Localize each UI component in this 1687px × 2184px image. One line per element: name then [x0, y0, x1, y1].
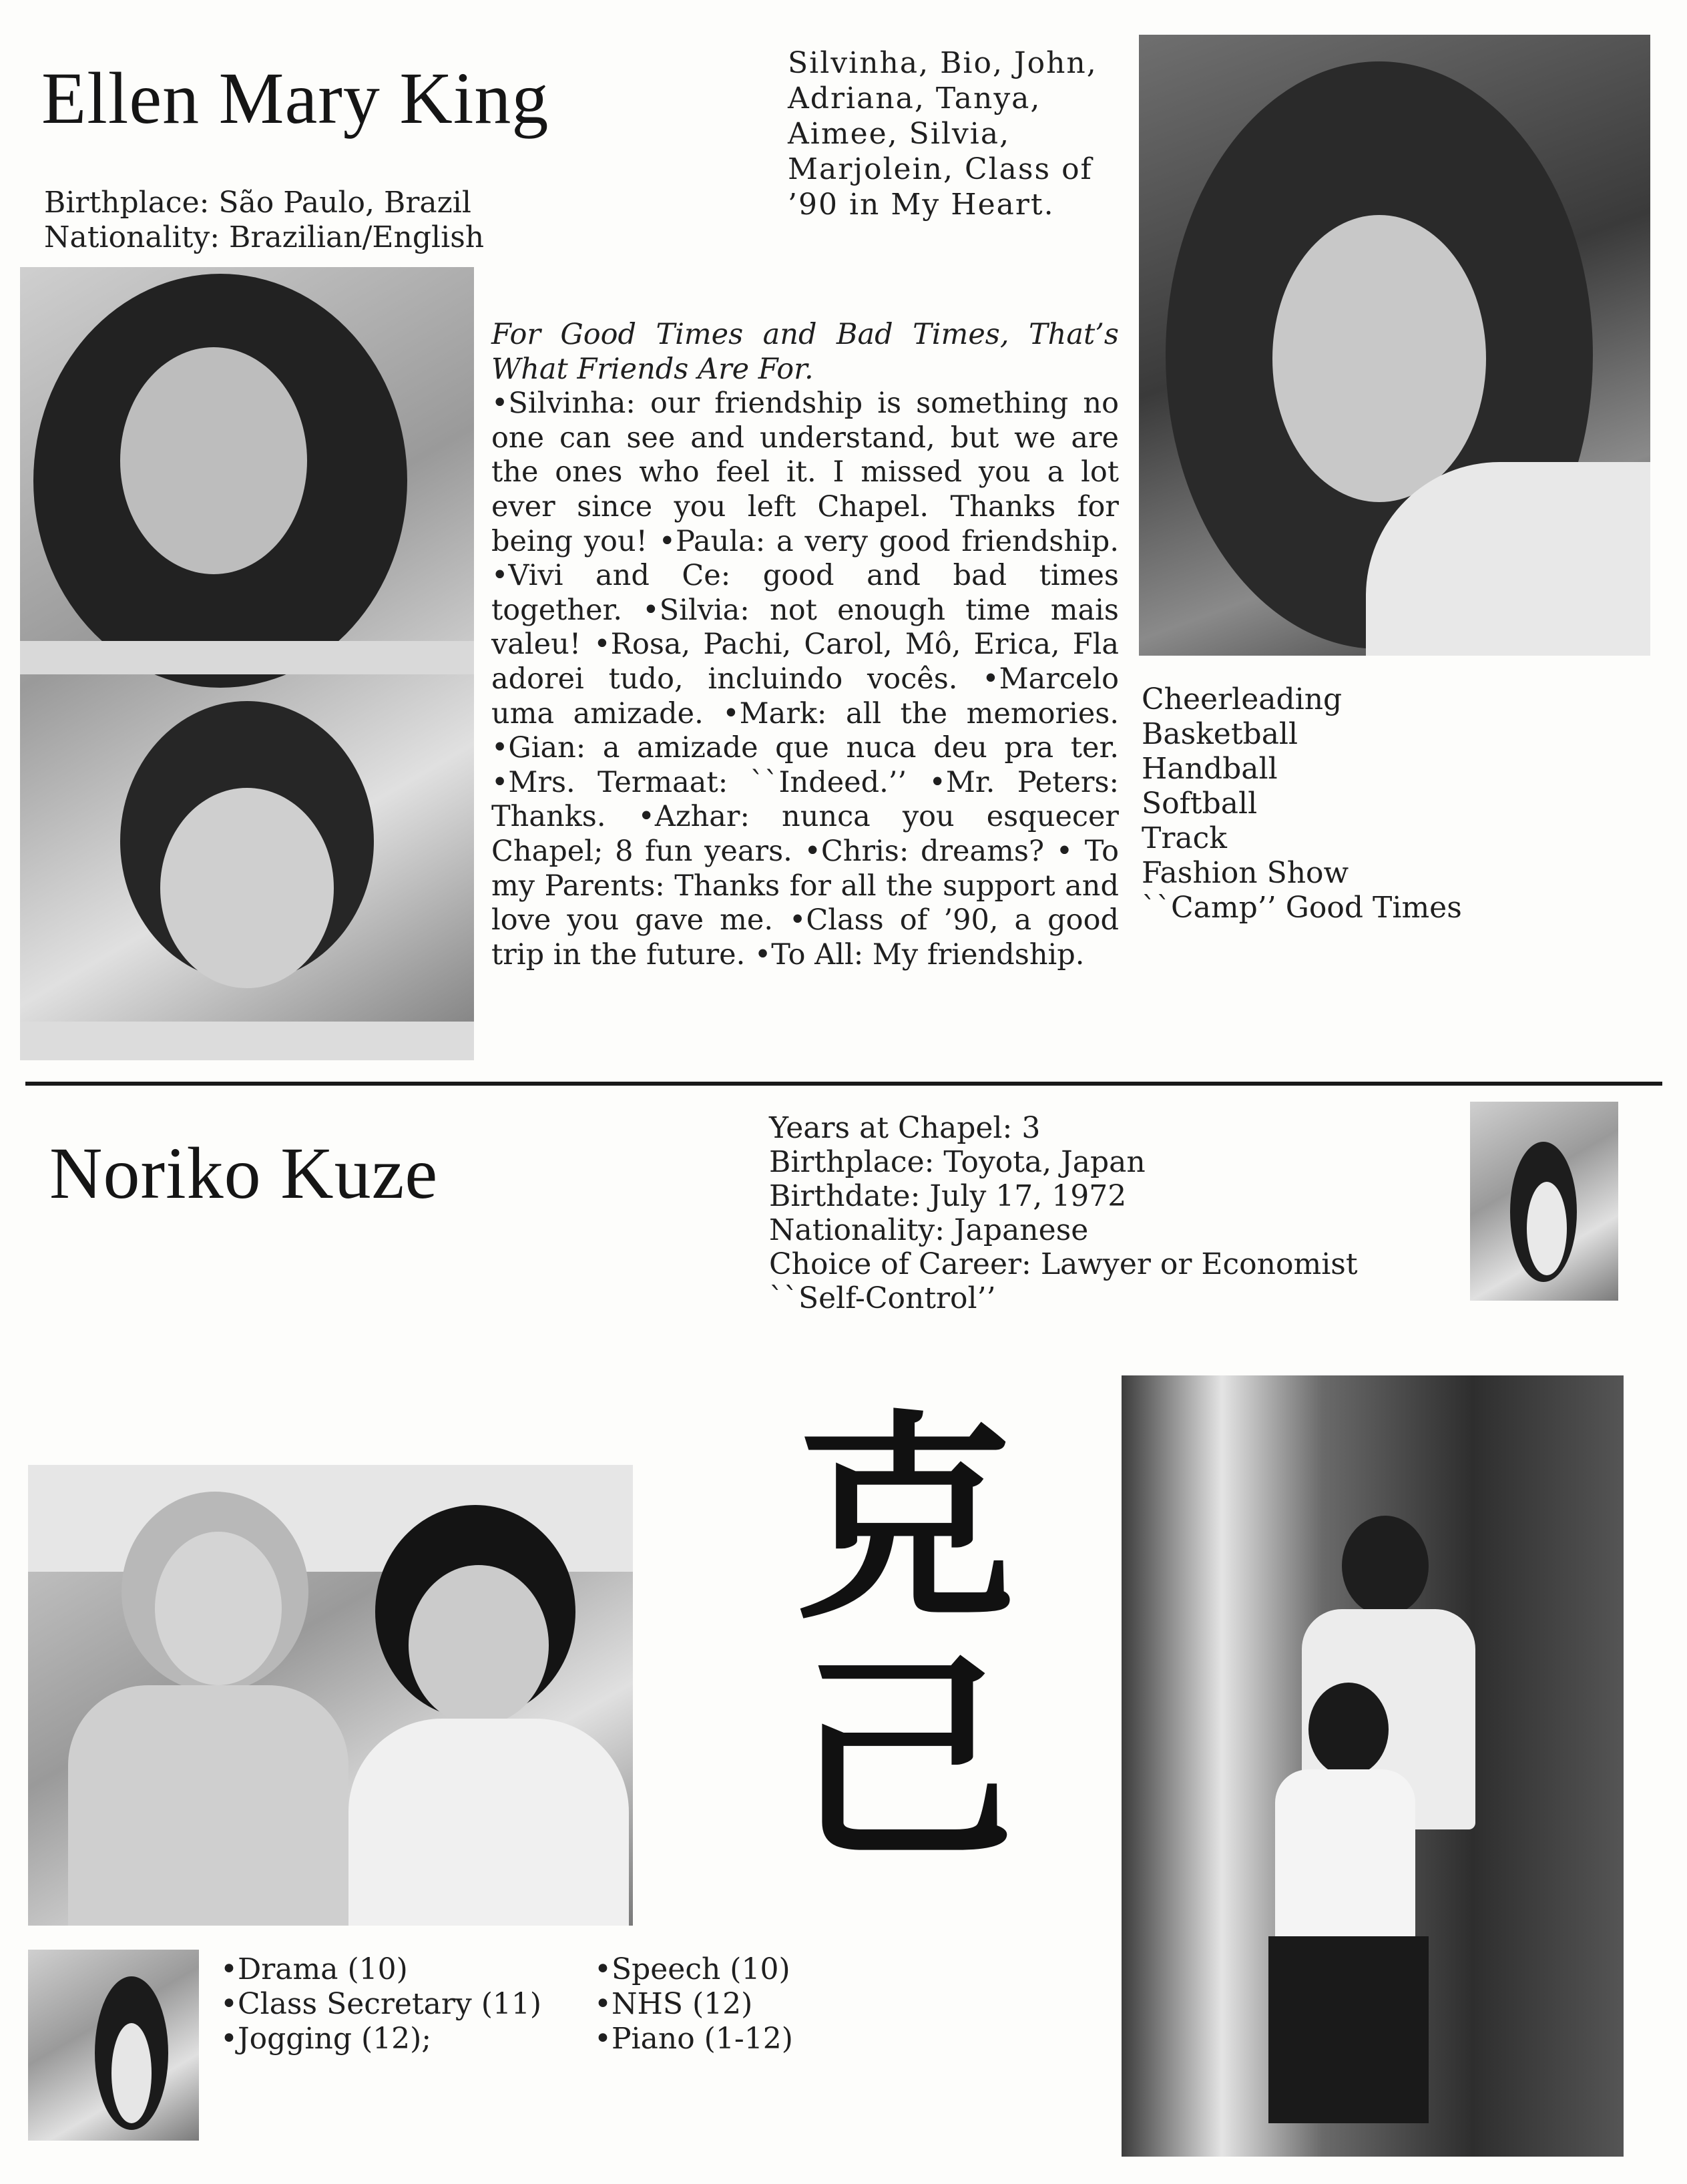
- penguin-belly: [1527, 1182, 1567, 1275]
- noriko-waterfall-photo: [1122, 1375, 1624, 2157]
- woman-head: [1342, 1516, 1429, 1616]
- noriko-info-nationality: Nationality: Japanese: [769, 1213, 1089, 1247]
- friend-bottom-face: [160, 788, 334, 988]
- ellen-activity: ``Camp’’ Good Times: [1142, 891, 1462, 925]
- ellen-friends-photo: [20, 267, 474, 1060]
- child-head: [1308, 1683, 1389, 1776]
- noriko-activities-right: [594, 1952, 793, 2056]
- noriko-activity: •Class Secretary (11): [220, 1987, 542, 2021]
- ellen-activity: Handball: [1142, 752, 1278, 786]
- ellen-nationality: Nationality: Brazilian/English: [44, 220, 485, 254]
- noriko-activity: •NHS (12): [594, 1987, 753, 2021]
- ellen-friends: Silvinha, Bio, John, Adriana, Tanya, Aimee, Silvia, Marjolein, Class of ’90 in My Heart.: [788, 46, 1098, 222]
- noriko-activity: •Drama (10): [220, 1952, 408, 1986]
- ellen-name: Ellen Mary King: [41, 57, 549, 139]
- window-frame-bottom: [20, 1022, 474, 1060]
- ellen-activity: Track: [1142, 821, 1227, 855]
- ellen-activity: Basketball: [1142, 717, 1298, 751]
- child-pants: [1268, 1936, 1429, 2123]
- noriko-info-birthplace: Birthplace: Toyota, Japan: [769, 1145, 1146, 1179]
- noriko-info: [769, 1111, 1358, 1315]
- window-frame: [20, 641, 474, 674]
- penguin-belly: [111, 2023, 152, 2123]
- noriko-info-years: Years at Chapel: 3: [769, 1111, 1041, 1145]
- ellen-activity: Softball: [1142, 787, 1258, 821]
- penguin-icon: [28, 1950, 199, 2141]
- friend-top-face: [120, 347, 307, 574]
- penguin-icon: [1470, 1102, 1618, 1301]
- friend-left-face: [155, 1532, 282, 1685]
- ellen-activities: [1142, 682, 1462, 925]
- child-shirt: [1275, 1769, 1415, 1943]
- noriko-activity: •Speech (10): [594, 1952, 790, 1986]
- ellen-portrait-photo: [1139, 35, 1650, 656]
- ellen-portrait-face: [1272, 215, 1486, 502]
- kanji-ka: 克: [794, 1389, 1015, 1649]
- ellen-message: •Silvinha: our friendship is something no one can see and understand, but we are the ones who feel it. I missed you a lot ever since you left Chapel. Thanks for being you! •Paula: a very good friendship. •Vivi and Ce: good and bad times together. •Silvia: not enough time mais valeu! •Rosa, Pachi, Carol, Mô, Erica, Fla adorei tudo, incluindo vocês. •Marcelo uma amizade. •Mark: all the memories. •Gian: a amizade que nuca deu pra ter. •Mrs. Termaat: ``Indeed.’’ •Mr. Peters: Thanks. •Azhar: nunca you esquecer Chapel; 8 fun years. •Chris: dreams? • To my Parents: Thanks for all the support and love you gave me. •Class of ’90, a good trip in the future. •To All: My friendship.: [491, 387, 1119, 971]
- noriko-activity: •Piano (1-12): [594, 2022, 793, 2056]
- noriko-activities-left: [220, 1952, 541, 2056]
- ellen-birthplace: Birthplace: São Paulo, Brazil: [44, 186, 471, 220]
- ellen-activity: Cheerleading: [1142, 682, 1343, 716]
- noriko-info-career: Choice of Career: Lawyer or Economist: [769, 1247, 1358, 1281]
- noriko-info-birthdate: Birthdate: July 17, 1972: [769, 1179, 1127, 1213]
- friend-left-shirt: [68, 1685, 348, 1926]
- ellen-quote: For Good Times and Bad Times, That’s What Friends Are For.: [491, 318, 1119, 386]
- friend-right-shirt: [348, 1719, 629, 1926]
- noriko-activity: •Jogging (12);: [220, 2022, 432, 2056]
- friend-right-face: [409, 1565, 549, 1725]
- noriko-name: Noriko Kuze: [49, 1132, 439, 1214]
- noriko-info-motto: ``Self-Control’’: [769, 1281, 996, 1315]
- noriko-friends-photo: [28, 1465, 633, 1926]
- ellen-message-block: [491, 318, 1119, 972]
- kanji-ko: 己: [794, 1630, 1015, 1889]
- section-divider: [25, 1082, 1662, 1086]
- ellen-activity: Fashion Show: [1142, 856, 1349, 890]
